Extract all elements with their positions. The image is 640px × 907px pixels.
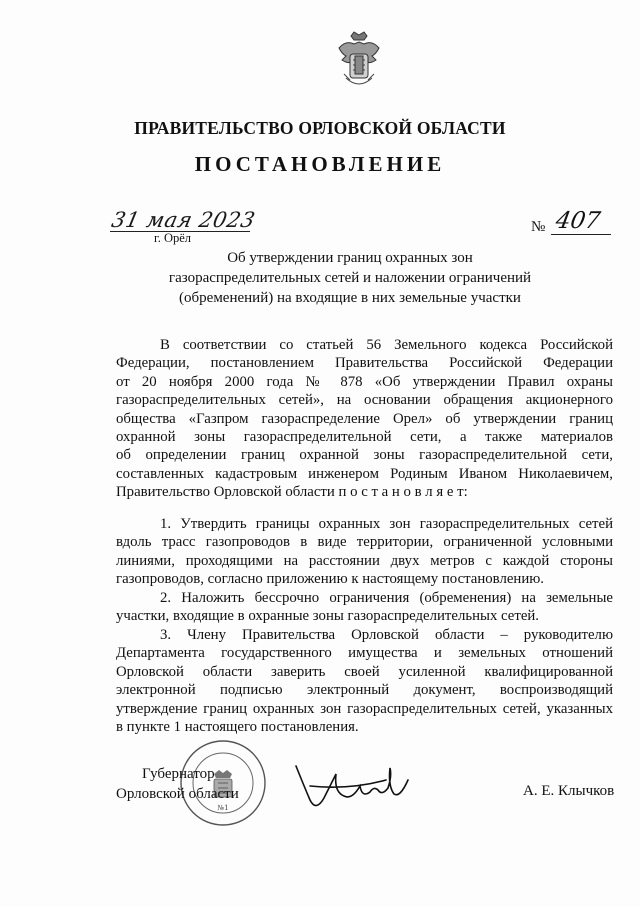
item-line: Орловской области заверить своей усиленной квалифицированной [116, 663, 613, 680]
item-line: газопроводов, согласно приложению к настоящему постановлению. [116, 571, 545, 588]
number-label: № [531, 219, 546, 235]
government-title: ПРАВИТЕЛЬСТВО ОРЛОВСКОЙ ОБЛАСТИ [134, 118, 506, 138]
handwritten-date: 31 мая 2023 [109, 208, 258, 232]
item-line: участки, входящие в охранные зоны газораспределительных сетей. [116, 608, 540, 625]
coat-of-arms-icon [336, 30, 382, 92]
decree-item-1 [116, 515, 613, 589]
city-label: г. Орёл [154, 231, 192, 245]
preamble-line: газораспределительных сетей», на основании обращения акционерного [116, 392, 613, 409]
preamble-line: об определении границ охранной зоны газораспределительной сети, [116, 447, 613, 464]
position-line-1: Губернатор [142, 766, 215, 782]
preamble-line: охранной зоны газораспределительной сети, а также материалов [116, 429, 613, 446]
item-line: в пункте 1 настоящего постановления. [116, 719, 359, 736]
preamble-line: от 20 ноября 2000 года № 878 «Об утверждении Правил охраны [116, 373, 613, 390]
decree-item-2 [116, 589, 613, 626]
subject-line: (обременений) на входящие в них земельные участки [179, 290, 521, 306]
item-line: Департамента государственного имущества и земельных отношений [116, 645, 613, 662]
item-line: электронной подписью электронный документ, воспроизводящий [116, 682, 613, 699]
subject-line: газораспределительных сетей и наложении ограничений [168, 270, 532, 286]
decree-item-3 [116, 626, 613, 736]
item-line: утверждение границ охранных зон газораспределительных сетей, указанных [116, 700, 613, 717]
preamble-line: составленных кадастровым инженером Родиным Иваном Николаевичем, [116, 465, 613, 482]
number-underline [551, 234, 611, 235]
document-subject [140, 248, 560, 308]
item-line: вдоль трасс газопроводов в виде территории, ограниченной условными [116, 534, 613, 551]
item-line: 1. Утвердить границы охранных зон газораспределительных сетей [160, 516, 613, 532]
preamble-paragraph [116, 336, 613, 502]
handwritten-number: 407 [553, 208, 603, 234]
signature-position [116, 764, 239, 804]
position-line-2: Орловской области [116, 786, 239, 802]
preamble-line: Правительство Орловской области п о с т а н о в л я е т: [116, 484, 468, 501]
item-line: 2. Наложить бессрочно ограничения (обременения) на земельные [160, 590, 613, 606]
signer-name: А. Е. Клычков [523, 783, 615, 799]
handwritten-signature-icon [290, 756, 420, 816]
document-type-heading: ПОСТАНОВЛЕНИЕ [194, 152, 446, 176]
preamble-line: Федерации, постановлением Правительства Российской Федерации [116, 355, 613, 372]
preamble-line: общества «Газпром газораспределение Орел» об утверждении границ [116, 410, 613, 427]
item-line: 3. Члену Правительства Орловской области – руководителю [160, 627, 613, 643]
item-line: линиями, проходящими на расстоянии двух метров с каждой стороны [116, 552, 613, 569]
preamble-line: В соответствии со статьей 56 Земельного кодекса Российской [160, 337, 613, 353]
svg-text:№1: №1 [217, 804, 229, 812]
subject-line: Об утверждении границ охранных зон [227, 250, 473, 266]
